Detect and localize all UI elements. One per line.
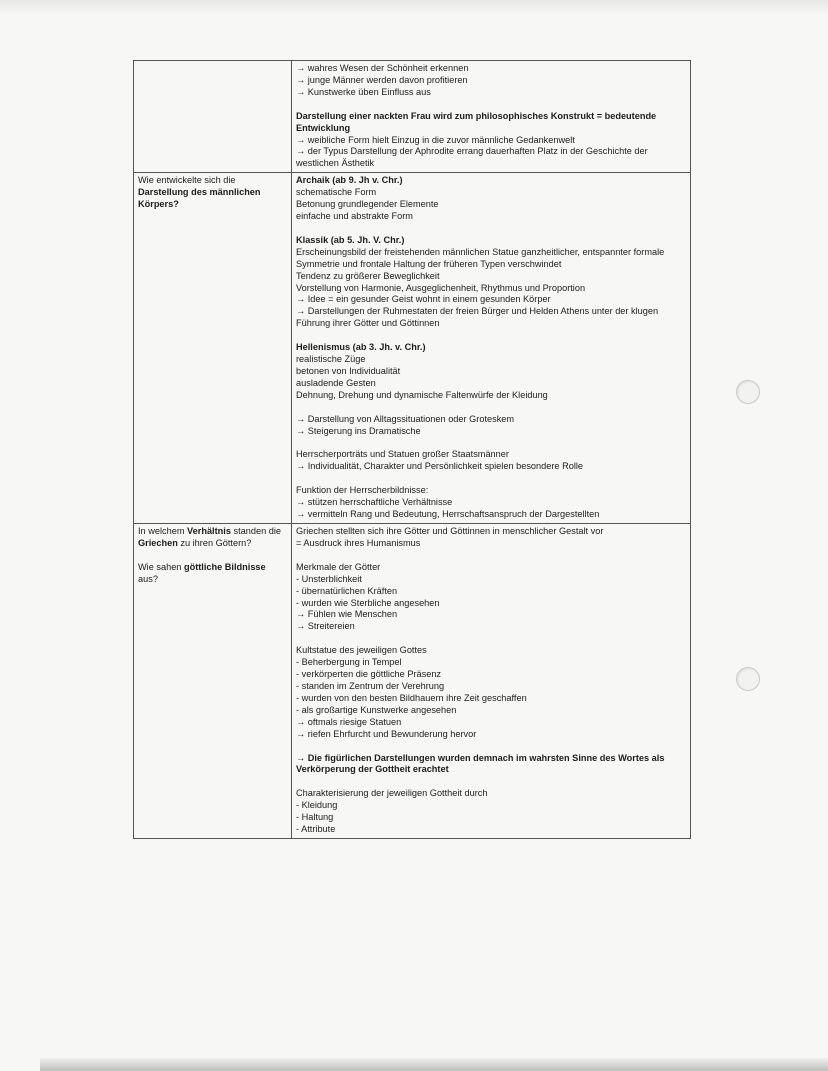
spacer — [296, 473, 687, 485]
answer-line: → junge Männer werden davon profitieren — [296, 74, 468, 85]
spacer — [296, 402, 687, 414]
answer-line: Tendenz zu größerer Beweglichkeit — [296, 270, 440, 281]
punch-hole-upper — [736, 380, 760, 404]
question-text — [138, 175, 288, 211]
question-fragment: Darstellung des männlichen Körpers? — [138, 187, 261, 210]
scan-top-shadow — [0, 0, 828, 14]
section-heading: Archaik (ab 9. Jh v. Chr.) — [296, 175, 403, 186]
question-fragment: Griechen — [138, 537, 178, 548]
spacer — [296, 330, 687, 342]
question-cell — [134, 61, 292, 173]
notes-table — [133, 60, 691, 839]
answer-line: betonen von Individualität — [296, 365, 401, 376]
answer-cell — [292, 524, 691, 839]
answer-cell — [292, 173, 691, 524]
spacer — [296, 550, 687, 562]
answer-line: - Haltung — [296, 812, 334, 823]
answer-line: → Kunstwerke üben Einfluss aus — [296, 86, 431, 97]
answer-line: einfache und abstrakte Form — [296, 210, 413, 221]
answer-line: → Darstellungen der Ruhmestaten der freien Bürger und Helden Athens unter der klugen Führung ihrer Götter und Göttinnen — [296, 306, 659, 329]
answer-line: Merkmale der Götter — [296, 561, 381, 572]
answer-line: Erscheinungsbild der freistehenden männlichen Statue ganzheitlicher, entspannter formale Symmetrie und frontale Haltung der früheren Typen verschwindet — [296, 246, 665, 269]
question-fragment: Verhältnis — [187, 526, 231, 536]
answer-line: schematische Form — [296, 187, 377, 198]
answer-line: - Attribute — [296, 824, 336, 835]
answer-line: - wurden wie Sterbliche angesehen — [296, 597, 440, 608]
table-row — [134, 61, 691, 173]
section-heading: → Die figürlichen Darstellungen wurden demnach im wahrsten Sinne des Wortes als Verkörperung der Gottheit erachtet — [296, 752, 665, 775]
scan-bottom-shadow — [40, 1058, 828, 1071]
answer-line: realistische Züge — [296, 354, 366, 365]
answer-line: Dehnung, Drehung und dynamische Faltenwürfe der Kleidung — [296, 389, 548, 400]
answer-line: → der Typus Darstellung der Aphrodite errang dauerhaften Platz in der Geschichte der westlichen Ästhetik — [296, 146, 648, 169]
answer-line: Betonung grundlegender Elemente — [296, 199, 439, 210]
answer-line: → vermitteln Rang und Bedeutung, Herrschaftsanspruch der Dargestellten — [296, 509, 600, 520]
question-fragment: Wie sahen — [138, 561, 184, 572]
answer-line: - verkörperten die göttliche Präsenz — [296, 669, 442, 680]
answer-line: - Unsterblichkeit — [296, 573, 362, 584]
table-row — [134, 173, 691, 524]
spacer — [296, 99, 687, 111]
answer-line: → stützen herrschaftliche Verhältnisse — [296, 497, 453, 508]
question-fragment: aus? — [138, 573, 158, 584]
spacer — [296, 633, 687, 645]
answer-line: - übernatürlichen Kräften — [296, 585, 398, 596]
question-cell — [134, 524, 292, 839]
answer-line: Charakterisierung der jeweiligen Gottheit durch — [296, 788, 488, 799]
section-heading: Darstellung einer nackten Frau wird zum philosophisches Konstrukt = bedeutende Entwicklung — [296, 110, 657, 133]
table-row — [134, 524, 691, 839]
answer-line: → oftmals riesige Statuen — [296, 716, 402, 727]
question-text — [138, 562, 288, 586]
answer-cell — [292, 61, 691, 173]
answer-line: → Fühlen wie Menschen — [296, 609, 398, 620]
section-heading: Hellenismus (ab 3. Jh. v. Chr.) — [296, 342, 426, 353]
answer-line: Herrscherporträts und Statuen großer Staatsmänner — [296, 449, 509, 460]
section-heading: Klassik (ab 5. Jh. V. Chr.) — [296, 234, 405, 245]
answer-line: → Individualität, Charakter und Persönlichkeit spielen besondere Rolle — [296, 461, 584, 472]
question-fragment: Wie entwickelte sich die — [138, 175, 236, 186]
question-text — [138, 526, 288, 550]
answer-line: Vorstellung von Harmonie, Ausgeglichenheit, Rhythmus und Proportion — [296, 282, 586, 293]
answer-line: - als großartige Kunstwerke angesehen — [296, 704, 457, 715]
spacer — [296, 437, 687, 449]
answer-line: - wurden von den besten Bildhauern ihre Zeit geschaffen — [296, 692, 527, 703]
question-fragment: In welchem — [138, 526, 188, 536]
spacer — [296, 223, 687, 235]
answer-line: → Darstellung von Alltagssituationen oder Groteskem — [296, 413, 515, 424]
answer-line: Griechen stellten sich ihre Götter und Göttinnen in menschlicher Gestalt vor — [296, 526, 604, 536]
answer-line: = Ausdruck ihres Humanismus — [296, 537, 421, 548]
question-cell — [134, 173, 292, 524]
answer-line: → riefen Ehrfurcht und Bewunderung hervor — [296, 728, 477, 739]
answer-line: → Steigerung ins Dramatische — [296, 425, 421, 436]
answer-line: → wahres Wesen der Schönheit erkennen — [296, 63, 469, 73]
answer-line: Funktion der Herrscherbildnisse: — [296, 485, 429, 496]
answer-line: - Kleidung — [296, 800, 338, 811]
answer-line: - standen im Zentrum der Verehrung — [296, 680, 445, 691]
spacer — [296, 741, 687, 753]
question-fragment: zu ihren Göttern? — [177, 537, 252, 548]
answer-line: - Beherbergung in Tempel — [296, 657, 402, 668]
answer-line: Kultstatue des jeweiligen Gottes — [296, 645, 427, 656]
spacer — [296, 776, 687, 788]
answer-line: → Streitereien — [296, 621, 355, 632]
question-fragment: standen die — [230, 526, 282, 536]
punch-hole-lower — [736, 667, 760, 691]
answer-line: ausladende Gesten — [296, 377, 376, 388]
answer-line: → weibliche Form hielt Einzug in die zuvor männliche Gedankenwelt — [296, 134, 575, 145]
notes-table-body — [134, 61, 691, 839]
answer-line: → Idee = ein gesunder Geist wohnt in einem gesunden Körper — [296, 294, 551, 305]
spacer — [138, 550, 288, 562]
question-fragment: göttliche Bildnisse — [183, 561, 266, 572]
